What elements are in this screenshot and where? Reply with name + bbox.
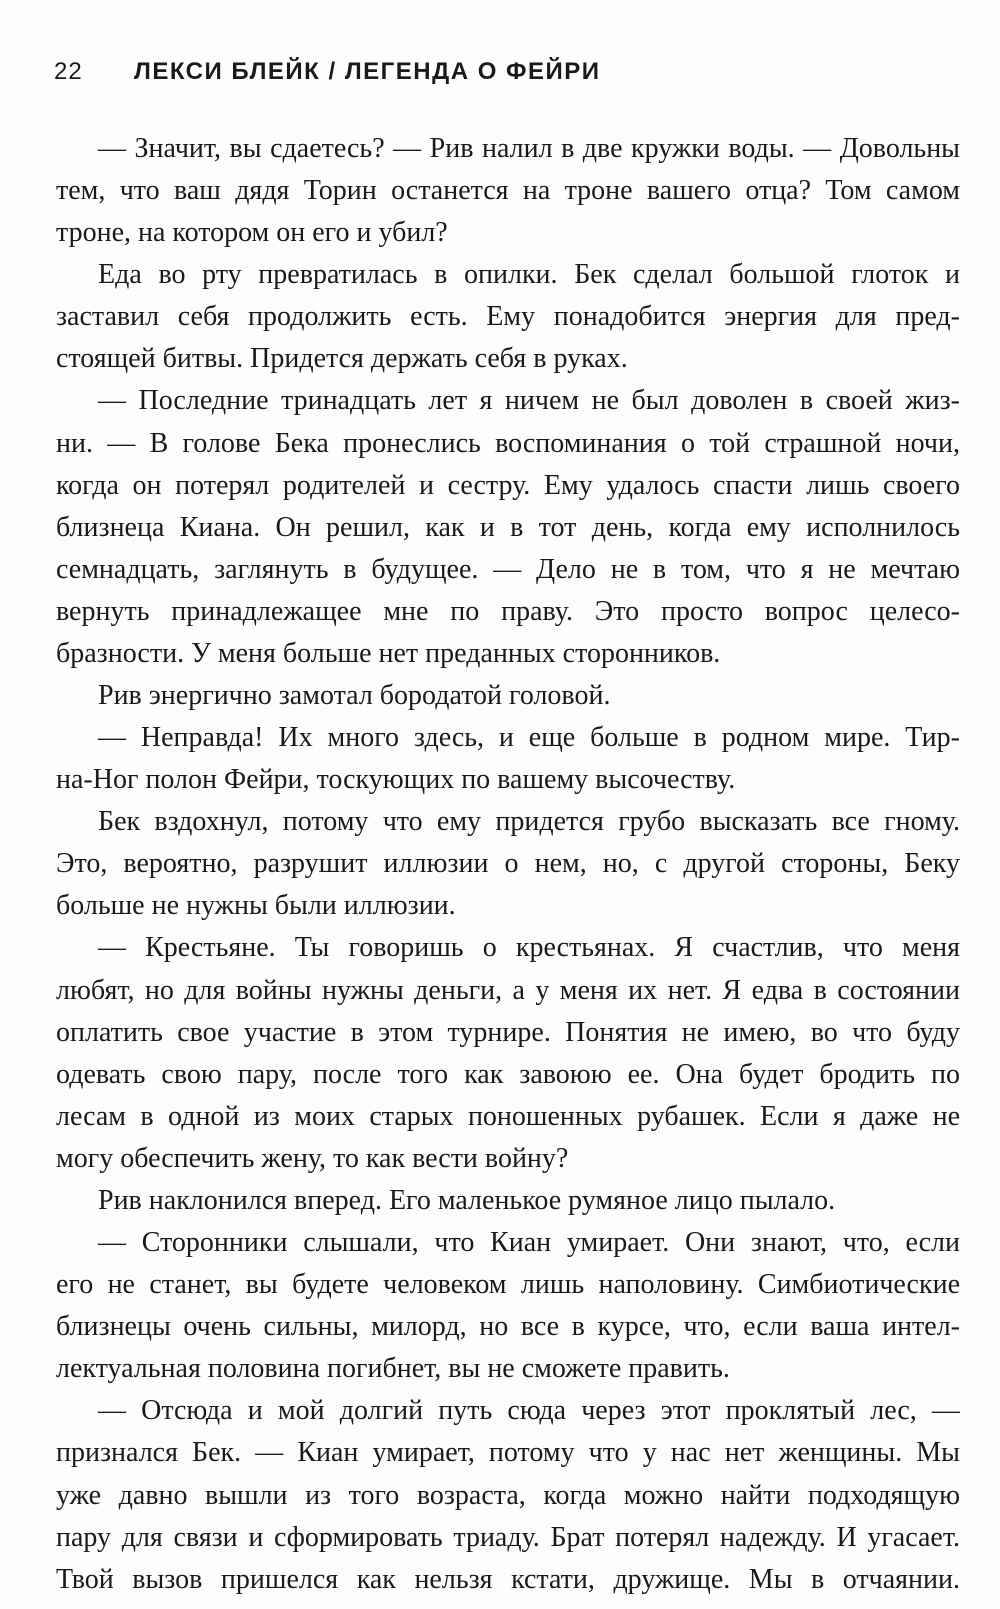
text-line: — Сторонники слышали, что Киан умирает. Они знают, что, если bbox=[98, 1227, 960, 1259]
text-line: когда он потерял родителей и сестру. Ему удалось спасти лишь своего bbox=[56, 469, 960, 501]
text-line: Рив наклонился вперед. Его маленькое румяное лицо пылало. bbox=[98, 1184, 836, 1216]
text-line: — Неправда! Их много здесь, и еще больше в родном мире. Тир- bbox=[98, 722, 960, 754]
text-line: Еда во рту превратилась в опилки. Бек сделал большой глоток и bbox=[98, 259, 960, 291]
text-line: семнадцать, заглянуть в будущее. — Дело не в том, что я не мечтаю bbox=[56, 553, 960, 585]
running-head bbox=[54, 58, 954, 94]
text-line: — Отсюда и мой долгий путь сюда через этот проклятый лес, — bbox=[98, 1395, 960, 1427]
text-line: — Последние тринадцать лет я ничем не был доволен в своей жиз- bbox=[98, 385, 960, 417]
text-line: Бек вздохнул, потому что ему придется грубо высказать все гному. bbox=[98, 806, 960, 838]
text-line: лесам в одной из моих старых поношенных рубашек. Если я даже не bbox=[56, 1100, 960, 1132]
text-line: оплатить свое участие в этом турнире. Понятия не имею, во что буду bbox=[56, 1016, 960, 1048]
text-line: — Значит, вы сдаетесь? — Рив налил в две кружки воды. — Довольны bbox=[98, 133, 960, 164]
text-line: стоящей битвы. Придется держать себя в руках. bbox=[56, 343, 628, 375]
text-line: пару для связи и сформировать триаду. Брат потерял надежду. И угасает. bbox=[56, 1521, 960, 1553]
text-line: близнецы очень сильны, милорд, но все в курсе, что, если ваша интел- bbox=[56, 1311, 960, 1343]
text-line: ни. — В голове Бека пронеслись воспоминания о той страшной ночи, bbox=[56, 427, 960, 459]
text-line: могу обеспечить жену, то как вести войну? bbox=[56, 1142, 569, 1174]
text-line: — Крестьяне. Ты говоришь о крестьянах. Я счастлив, что меня bbox=[98, 932, 960, 964]
text-line: признался Бек. — Киан умирает, потому что у нас нет женщины. Мы bbox=[56, 1437, 960, 1469]
text-line: заставил себя продолжить есть. Ему понадобится энергия для пред- bbox=[56, 301, 960, 333]
book-title: ЛЕКСИ БЛЕЙК / ЛЕГЕНДА О ФЕЙРИ bbox=[134, 58, 601, 85]
text-line: Рив энергично замотал бородатой головой. bbox=[98, 680, 611, 712]
text-line: лектуальная половина погибнет, вы не сможете править. bbox=[56, 1353, 730, 1385]
text-line: любят, но для войны нужны деньги, а у меня их нет. Я едва в состоянии bbox=[56, 974, 960, 1006]
text-line: вернуть принадлежащее мне по праву. Это просто вопрос целесо- bbox=[56, 595, 960, 627]
text-line: троне, на котором он его и убил? bbox=[56, 217, 448, 249]
text-line: одевать свою пару, после того как завоюю ее. Она будет бродить по bbox=[56, 1058, 960, 1090]
body-text bbox=[56, 128, 960, 1601]
text-line: тем, что ваш дядя Торин останется на троне вашего отца? Том самом bbox=[56, 175, 960, 207]
text-line: Твой вызов пришелся как нельзя кстати, дружище. Мы в отчаянии. bbox=[56, 1563, 960, 1595]
text-line: на-Ног полон Фейри, тоскующих по вашему высочеству. bbox=[56, 764, 736, 796]
text-line: Это, вероятно, разрушит иллюзии о нем, но, с другой стороны, Беку bbox=[56, 848, 960, 880]
text-line: близнеца Киана. Он решил, как и в тот день, когда ему исполнилось bbox=[56, 511, 960, 543]
page-number: 22 bbox=[54, 58, 83, 85]
text-line: бразности. У меня больше нет преданных сторонников. bbox=[56, 637, 721, 669]
text-line: уже давно вышли из того возраста, когда можно найти подходящую bbox=[56, 1479, 960, 1511]
text-line: больше не нужны были иллюзии. bbox=[56, 890, 456, 922]
text-line: его не станет, вы будете человеком лишь наполовину. Симбиотические bbox=[56, 1269, 960, 1301]
